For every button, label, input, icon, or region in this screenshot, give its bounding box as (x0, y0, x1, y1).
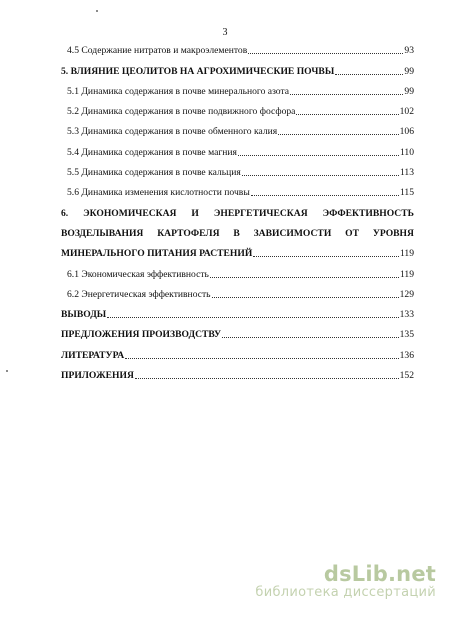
toc-entry-page: 99 (404, 85, 414, 97)
toc-entry[interactable] (61, 138, 414, 158)
heading-word: ЭФФЕКТИВНОСТЬ (322, 207, 414, 219)
toc-entry-page: 129 (399, 288, 414, 300)
heading-word: ЗАВИСИМОСТИ (253, 227, 332, 239)
toc-entry-label: 5.5 Динамика содержания в почве кальция (67, 167, 241, 179)
toc-entry-label: 5.4 Динамика содержания в почве магния (67, 146, 237, 158)
heading-word: 6. (61, 207, 69, 219)
heading-word: КАРТОФЕЛЯ (157, 227, 220, 239)
heading-word: ЭНЕРГЕТИЧЕСКАЯ (213, 207, 308, 219)
toc-entry-label: ВЫВОДЫ (61, 309, 107, 321)
toc-entry-page: 135 (399, 329, 414, 341)
toc-entry-label: ПРИЛОЖЕНИЯ (61, 370, 134, 382)
heading-word: ВОЗДЕЛЫВАНИЯ (61, 227, 144, 239)
table-of-contents (61, 37, 414, 382)
toc-entry[interactable] (61, 281, 414, 301)
toc-entry[interactable] (61, 78, 414, 98)
dot-leader (107, 309, 398, 321)
dot-leader (135, 370, 399, 382)
scan-speck (96, 10, 98, 12)
toc-entry-label: 5.6 Динамика изменения кислотности почвы (67, 187, 250, 199)
toc-entry[interactable] (61, 341, 414, 361)
section-6-heading-line-1 (61, 199, 414, 219)
heading-word: УРОВНЯ (372, 227, 414, 239)
toc-entry-label: ЛИТЕРАТУРА (61, 349, 125, 361)
toc-entry-label: 6.2 Энергетическая эффективность (67, 288, 211, 300)
toc-entry-page: 106 (399, 126, 414, 138)
dot-leader (290, 86, 403, 98)
dot-leader (278, 126, 398, 138)
dot-leader (242, 167, 399, 179)
dot-leader (222, 329, 399, 341)
toc-entry-page: 152 (399, 370, 414, 382)
toc-entry[interactable] (61, 321, 414, 341)
toc-entry-page: 93 (404, 45, 414, 57)
dot-leader (125, 350, 398, 362)
toc-entry-page: 99 (404, 65, 414, 77)
toc-entry[interactable] (61, 362, 414, 382)
watermark-brand: dsLib.net (323, 562, 436, 586)
toc-entry-label: 5.3 Динамика содержания в почве обменного калия (67, 126, 278, 138)
toc-entry-label: 5.2 Динамика содержания в почве подвижного фосфора (67, 106, 296, 118)
page-number: 3 (222, 27, 228, 38)
toc-entry-page: 119 (399, 268, 414, 280)
heading-word: ЭКОНОМИЧЕСКАЯ (83, 207, 177, 219)
dot-leader (253, 248, 399, 260)
toc-entry-page: 133 (399, 309, 414, 321)
toc-entry[interactable] (61, 260, 414, 280)
watermark-tagline: библиотека диссертаций (255, 585, 436, 600)
toc-entry-page: 110 (399, 146, 414, 158)
toc-entry-label: 5. ВЛИЯНИЕ ЦЕОЛИТОВ НА АГРОХИМИЧЕСКИЕ ПОЧВЫ (61, 65, 335, 77)
toc-entry-label: МИНЕРАЛЬНОГО ПИТАНИЯ РАСТЕНИЙ (61, 248, 253, 260)
watermark (255, 563, 436, 601)
dot-leader (248, 45, 403, 57)
toc-entry-page: 136 (399, 349, 414, 361)
dot-leader (251, 187, 399, 199)
toc-entry[interactable] (61, 37, 414, 57)
dot-leader (210, 269, 399, 281)
dot-leader (296, 106, 398, 118)
toc-entry[interactable] (61, 179, 414, 199)
toc-entry-section-6[interactable] (61, 240, 414, 260)
dot-leader (335, 66, 403, 78)
dot-leader (238, 147, 399, 159)
heading-word: ОТ (345, 227, 359, 239)
toc-entry[interactable] (61, 301, 414, 321)
toc-entry-label: 4.5 Содержание нитратов и макроэлементов (67, 45, 248, 57)
heading-word: И (191, 207, 199, 219)
section-6-heading-line-2 (61, 220, 414, 240)
toc-entry[interactable] (61, 159, 414, 179)
toc-entry-page: 115 (399, 187, 414, 199)
toc-entry-label: 5.1 Динамика содержания в почве минерального азота (67, 85, 290, 97)
heading-word: В (233, 227, 240, 239)
scan-speck (6, 370, 8, 372)
toc-entry-page: 102 (399, 106, 414, 118)
toc-entry[interactable] (61, 118, 414, 138)
toc-entry-label: ПРЕДЛОЖЕНИЯ ПРОИЗВОДСТВУ (61, 329, 222, 341)
dot-leader (212, 289, 399, 301)
toc-entry-page: 119 (399, 248, 414, 260)
toc-entry[interactable] (61, 98, 414, 118)
toc-entry[interactable] (61, 57, 414, 77)
toc-entry-label: 6.1 Экономическая эффективность (67, 268, 209, 280)
toc-entry-page: 113 (399, 167, 414, 179)
